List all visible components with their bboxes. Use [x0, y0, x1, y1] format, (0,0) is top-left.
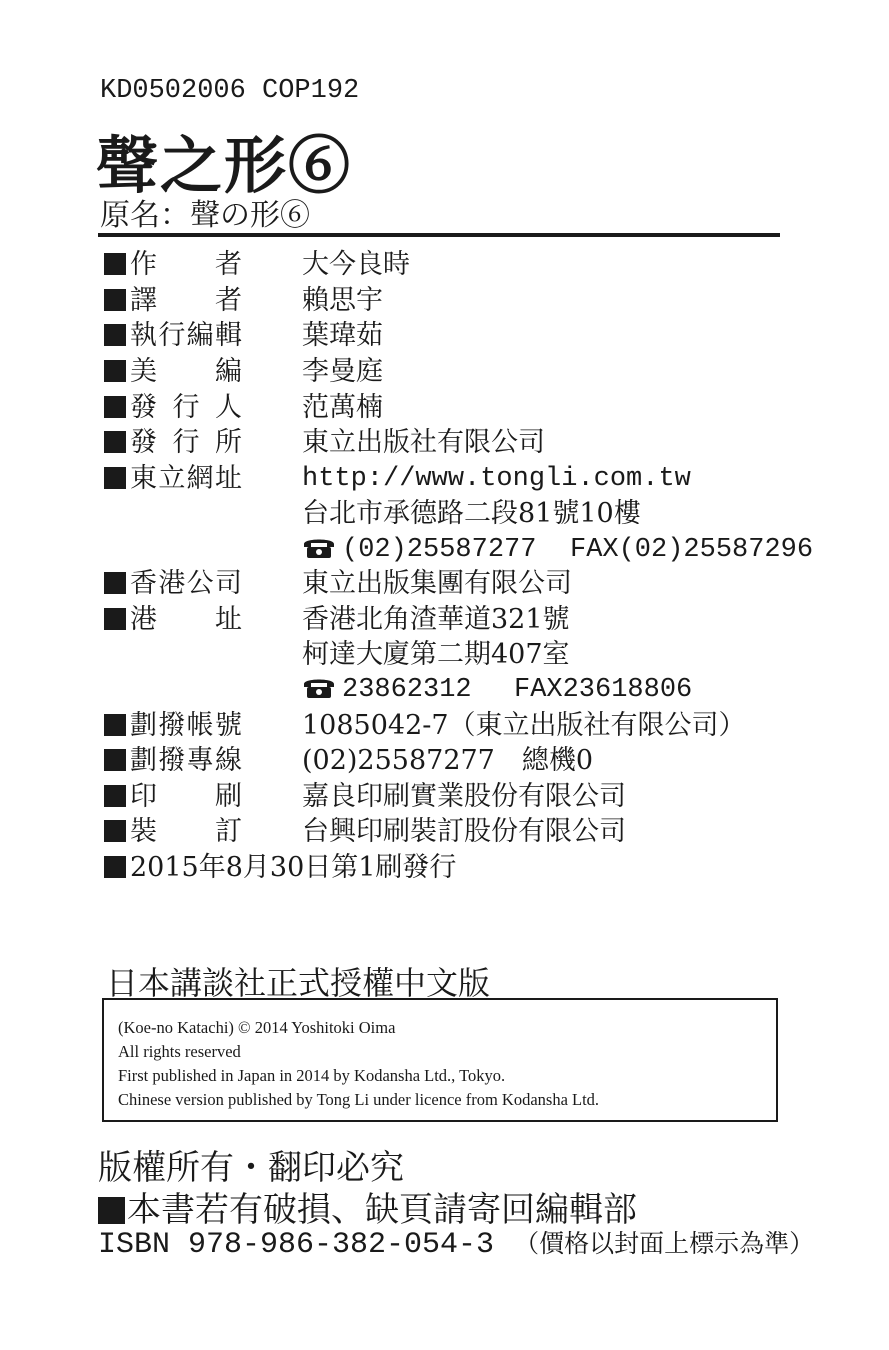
bullet-icon	[104, 714, 126, 736]
credit-row-author	[104, 247, 410, 283]
credit-row-hk-company	[104, 566, 572, 602]
bullet-icon	[104, 785, 126, 807]
copyright-line: All rights reserved	[118, 1042, 241, 1061]
credit-label: 裝訂	[130, 816, 242, 847]
isbn-number: ISBN 978-986-382-054-3	[98, 1228, 495, 1262]
phone-icon	[302, 535, 336, 559]
bullet-icon	[104, 749, 126, 771]
credit-row-publisher	[104, 390, 383, 426]
credit-row-postal-account	[104, 708, 746, 744]
hk-phone: 23862312	[342, 675, 472, 705]
hk-fax: FAX23618806	[514, 675, 693, 705]
website-url[interactable]: http://www.tongli.com.tw	[302, 464, 691, 494]
credit-value: 東立出版社有限公司	[302, 427, 545, 458]
bullet-icon	[104, 396, 126, 418]
price-note: （價格以封面上標示為準）	[514, 1229, 815, 1258]
credit-row-binding	[104, 814, 626, 850]
credit-value: 賴思宇	[302, 285, 383, 316]
credit-row-printing	[104, 779, 626, 815]
credit-value: 嘉良印刷實業股份有限公司	[302, 781, 626, 812]
credit-value: 東立出版集團有限公司	[302, 568, 572, 599]
authorization-notice: 日本講談社正式授權中文版	[106, 964, 491, 1002]
credit-row-hk-address	[104, 602, 570, 638]
credit-label: 發行人	[130, 392, 242, 423]
credit-value: 范萬楠	[302, 392, 383, 423]
bullet-icon	[104, 820, 126, 842]
damage-notice-text: 本書若有破損、缺頁請寄回編輯部	[127, 1190, 637, 1230]
credit-row-postal-hotline	[104, 743, 594, 779]
bullet-icon	[104, 431, 126, 453]
credit-label: 印刷	[130, 781, 242, 812]
credit-row-art-editor	[104, 354, 383, 390]
credit-label: 港址	[130, 604, 242, 635]
copyright-line: Chinese version published by Tong Li under licence from Kodansha Ltd.	[118, 1090, 600, 1109]
credit-label: 劃撥帳號	[130, 710, 242, 741]
credit-row-publishing-house	[104, 425, 545, 461]
credit-label: 東立網址	[130, 463, 242, 494]
bullet-icon	[104, 608, 126, 630]
credit-value: 台興印刷裝訂股份有限公司	[302, 816, 626, 847]
taiwan-fax: FAX(02)25587296	[570, 535, 814, 565]
credit-label: 作者	[130, 249, 242, 280]
bullet-icon	[104, 572, 126, 594]
taiwan-phone-line	[302, 532, 814, 568]
credit-row-editor	[104, 318, 383, 354]
credit-value: 葉瑋茹	[302, 320, 383, 351]
bullet-icon	[104, 289, 126, 311]
hk-address-line2: 柯達大廈第二期407室	[302, 639, 570, 670]
copyright-box	[102, 998, 778, 1122]
credit-value: 1085042-7（東立出版社有限公司）	[302, 710, 746, 741]
bullet-icon	[104, 324, 126, 346]
credit-value: (02)25587277 總機0	[302, 745, 594, 776]
taiwan-phone: (02)25587277	[342, 535, 537, 565]
credit-label: 美編	[130, 356, 242, 387]
credit-value: 大今良時	[302, 249, 410, 280]
credit-label: 發行所	[130, 427, 242, 458]
credit-value: 香港北角渣華道321號	[302, 604, 570, 635]
title-divider	[98, 233, 780, 237]
credit-label: 香港公司	[130, 568, 242, 599]
product-code: KD0502006 COP192	[100, 76, 360, 106]
publication-date-text: 2015年8月30日第1刷發行	[130, 852, 457, 883]
taiwan-address: 台北市承德路二段81號10樓	[302, 498, 641, 529]
rights-notice: 版權所有・翻印必究	[98, 1148, 404, 1188]
book-title: 聲之形⑥	[96, 129, 353, 202]
bullet-icon	[98, 1197, 125, 1224]
copyright-line: (Koe-no Katachi) © 2014 Yoshitoki Oima	[118, 1018, 396, 1037]
publication-date	[104, 850, 456, 886]
bullet-icon	[104, 467, 126, 489]
hk-phone-line	[302, 672, 693, 708]
credit-label: 譯者	[130, 285, 242, 316]
bullet-icon	[104, 856, 126, 878]
copyright-line: First published in Japan in 2014 by Kodansha Ltd., Tokyo.	[118, 1066, 506, 1085]
credit-row-website	[104, 461, 691, 497]
bullet-icon	[104, 253, 126, 275]
original-title: 原名：聲の形⑥	[100, 198, 310, 233]
phone-icon	[302, 675, 336, 699]
credit-label: 劃撥專線	[130, 745, 242, 776]
credit-row-translator	[104, 283, 383, 319]
credit-value: 李曼庭	[302, 356, 383, 387]
bullet-icon	[104, 360, 126, 382]
isbn-line	[98, 1224, 814, 1262]
credit-label: 執行編輯	[130, 320, 242, 351]
